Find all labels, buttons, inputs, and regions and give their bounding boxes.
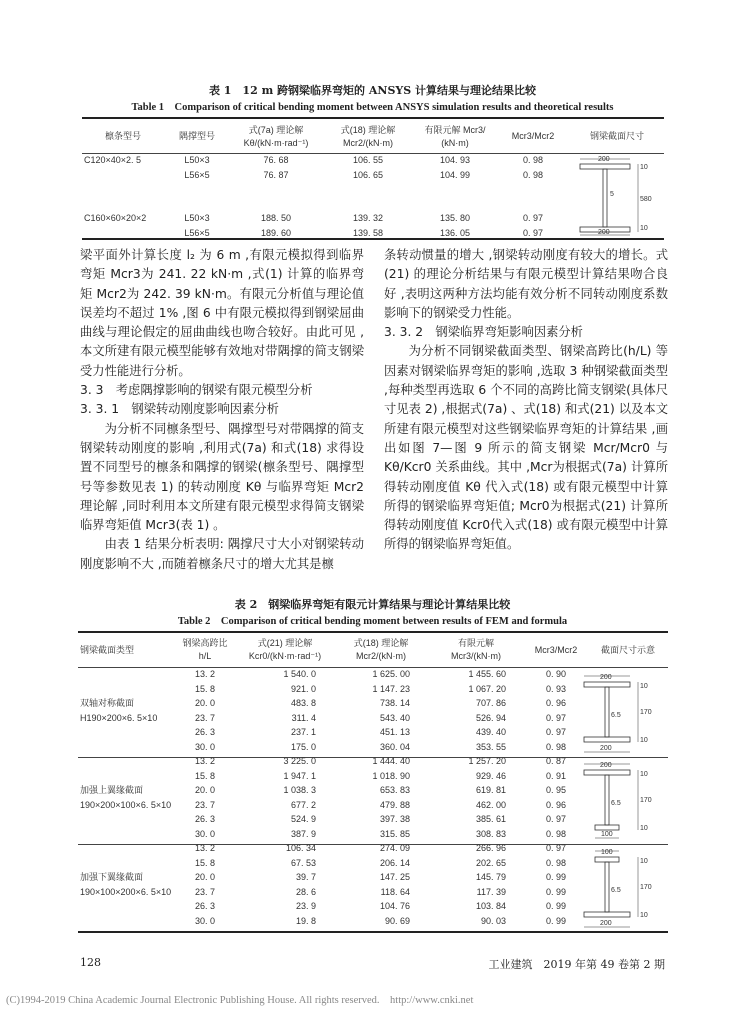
table2-header: Mcr3/Mcr2 <box>534 644 578 655</box>
table2-cell: 653. 83 <box>379 785 410 795</box>
dim-web-thickness: 6.5 <box>611 887 621 894</box>
table2-cell: 387. 9 <box>290 828 316 839</box>
table1-cell: 0. 98 <box>522 169 544 180</box>
table2-section-type <box>78 667 174 682</box>
table2-cell: 23. 7 <box>194 799 216 810</box>
table2-cell: 90. 69 <box>384 915 410 926</box>
table2-cell: 26. 3 <box>194 814 216 824</box>
table2-cell: 524. 9 <box>290 814 316 824</box>
dim-web-thickness: 6.5 <box>611 800 621 807</box>
dim-web-thickness: 5 <box>610 191 614 198</box>
table2-cell: 1 455. 60 <box>468 669 506 679</box>
table1-header: 檩条型号 <box>104 131 141 141</box>
table2-section-type: 双轴对称截面 <box>80 698 135 708</box>
table2-cell: 360. 04 <box>379 741 410 752</box>
table1-cell: 0. 97 <box>522 227 544 238</box>
table2-header: 式(18) 理论解 Mcr2/(kN·m) <box>353 638 409 661</box>
dim-top-width: 200 <box>600 762 612 769</box>
table2-section-type <box>78 754 174 769</box>
section-heading-3-3: 3. 3 考虑隅撑影响的钢梁有限元模型分析 <box>80 383 313 398</box>
dim-bottom-flange: 10 <box>640 737 648 744</box>
table2-cell: 13. 2 <box>194 756 216 766</box>
table1-header: 有限元解 Mcr3/ (kN·m) <box>424 124 486 148</box>
table2-cell: 0. 97 <box>545 814 567 824</box>
table2-section-type: 加强下翼缘截面 <box>80 872 144 882</box>
table2-cell: 20. 0 <box>194 872 216 882</box>
table2-cell: 26. 3 <box>194 727 216 737</box>
table2-cell: 39. 7 <box>295 872 316 882</box>
table2-cell: 0. 90 <box>545 669 567 679</box>
table2-cell: 0. 98 <box>545 741 567 752</box>
table1-cell: 139. 32 <box>352 213 384 223</box>
table1-cell: 188. 50 <box>260 213 292 223</box>
table2-cell: 0. 95 <box>545 785 567 795</box>
table2-cell: 0. 97 <box>545 727 567 737</box>
dim-top-flange: 10 <box>640 858 648 865</box>
table2-cell: 147. 25 <box>379 872 410 882</box>
table2-cell: 1 147. 23 <box>372 683 410 694</box>
table2-cell: 311. 4 <box>291 712 316 723</box>
dim-top-width: 100 <box>601 849 613 856</box>
dim-top-width: 200 <box>600 674 612 681</box>
table1-cell: 135. 80 <box>439 213 471 223</box>
table2-section-type: 190×100×200×6. 5×10 <box>80 886 172 897</box>
table2-cell: 315. 85 <box>379 828 410 839</box>
table2-cell: 921. 0 <box>290 683 316 694</box>
journal-info: 工业建筑 2019 年第 49 卷第 2 期 <box>488 958 665 971</box>
table2-cell: 117. 39 <box>476 886 506 897</box>
table1-cell: 139. 58 <box>352 227 384 238</box>
table2-cell: 15. 8 <box>194 683 216 694</box>
section-heading-3-3-2: 3. 3. 2 钢梁临界弯矩影响因素分析 <box>384 325 583 340</box>
dim-bottom-flange: 10 <box>640 912 648 919</box>
table2-cell: 543. 40 <box>379 712 410 723</box>
table2-cell: 0. 96 <box>545 799 567 810</box>
table1-top-rule <box>82 117 664 119</box>
table2-bottom-rule <box>78 931 668 933</box>
table2-cell: 0. 96 <box>545 698 567 708</box>
table1-cell: 104. 99 <box>439 169 471 180</box>
beam-section-diagram <box>580 847 665 931</box>
table1-cell: 76. 87 <box>263 169 289 180</box>
table2-cell: 13. 2 <box>194 843 216 853</box>
beam-section-diagram <box>574 156 664 236</box>
dim-bottom-width: 200 <box>600 745 612 752</box>
table2-section-type <box>78 914 174 929</box>
table2-cell: 1 540. 0 <box>283 669 316 679</box>
table1-cell: 106. 65 <box>352 169 384 180</box>
beam-section-diagram <box>580 760 665 844</box>
table2-section-type <box>78 812 174 827</box>
table1-cell: 104. 93 <box>439 155 471 165</box>
dim-bottom-flange: 10 <box>640 825 648 832</box>
table2-cell: 0. 99 <box>545 915 567 926</box>
table2-cell: 90. 03 <box>480 915 506 926</box>
table2-cell: 20. 0 <box>194 785 216 795</box>
table2-cell: 1 257. 20 <box>468 756 506 766</box>
table2-cell: 30. 0 <box>194 741 216 752</box>
table2-cell: 3 225. 0 <box>283 756 316 766</box>
table2-cell: 479. 88 <box>379 799 410 810</box>
table2-section-type: H190×200×6. 5×10 <box>80 712 158 723</box>
table2-cell: 0. 91 <box>545 770 567 781</box>
dim-bottom-width: 100 <box>601 831 613 838</box>
left-paragraph-1: 梁平面外计算长度 l₂ 为 6 m ,有限元模拟得到临界弯矩 Mcr3为 241. 22 kN·m ,式(1) 计算的临界弯矩 Mcr2为 242. 39 kN·m。有限元分析值与理论值误差均不超过 1% ,图 6 中有限元模拟得到钢梁屈曲曲线与理论假定的屈曲曲线也吻合较好。由此可见 ,本文所建有限元模型能够有效地对带隅撑的简支钢梁受力性能进行分析。 <box>80 248 364 378</box>
dim-top-width: 200 <box>598 156 610 163</box>
table2-cell: 353. 55 <box>475 741 506 752</box>
table2-cell: 30. 0 <box>194 915 216 926</box>
table2-cell: 202. 65 <box>475 857 506 868</box>
table2-cell: 23. 7 <box>194 886 216 897</box>
table2-cell: 0. 98 <box>545 828 567 839</box>
table2-header: 式(21) 理论解 Kcr0/(kN·m·rad⁻¹) <box>248 638 322 661</box>
table1-cell: C160×60×20×2 <box>84 213 147 223</box>
dim-bottom-flange: 10 <box>640 225 648 232</box>
page-number: 128 <box>80 956 101 969</box>
table2-cell: 1 947. 1 <box>283 770 316 781</box>
table1-cell: 136. 05 <box>439 227 471 238</box>
table2-section-type <box>78 899 174 914</box>
table2-cell: 1 038. 3 <box>283 785 316 795</box>
table1-cell: L50×3 <box>184 213 210 223</box>
table2-section-type <box>78 827 174 842</box>
table2-section-type <box>78 740 174 755</box>
table2-caption-en: Table 2 Comparison of critical bending moment between results of FEM and formula <box>177 616 568 627</box>
dim-top-flange: 10 <box>640 771 648 778</box>
table1-cell: 106. 55 <box>352 155 384 165</box>
right-column <box>384 246 668 555</box>
table2-cell: 20. 0 <box>194 698 216 708</box>
dim-web-height: 170 <box>640 709 652 716</box>
table2-cell: 28. 6 <box>295 886 316 897</box>
table2-cell: 106. 34 <box>285 843 316 853</box>
table2-cell: 1 018. 90 <box>372 770 410 781</box>
table2-cell: 308. 83 <box>475 828 506 839</box>
dim-web-height: 170 <box>640 797 652 804</box>
table2-cell: 0. 97 <box>545 712 567 723</box>
table2-cell: 23. 7 <box>194 712 216 723</box>
table2-cell: 483. 8 <box>290 698 316 708</box>
table2-cell: 619. 81 <box>475 785 506 795</box>
table1-header: 式(18) 理论解 Mcr2/(kN·m) <box>340 124 396 148</box>
table2-header: 钢梁高跨比 h/L <box>182 638 228 661</box>
dim-web-height: 580 <box>640 196 652 203</box>
table2-cell: 145. 79 <box>475 872 506 882</box>
table2-cell: 15. 8 <box>194 770 216 781</box>
table2-cell: 0. 97 <box>545 843 567 853</box>
dim-bottom-width: 200 <box>598 229 610 236</box>
table2-header: 截面尺寸示意 <box>600 644 655 655</box>
dim-bottom-width: 200 <box>600 920 612 927</box>
table1-header: Mcr3/Mcr2 <box>511 131 555 141</box>
dim-web-thickness: 6.5 <box>611 712 621 719</box>
table2-section-type <box>78 841 174 856</box>
table2-section-type <box>78 725 174 740</box>
table2-caption-cn: 表 2 钢梁临界弯矩有限元计算结果与理论计算结果比较 <box>234 598 511 611</box>
table1-bottom-rule <box>82 238 664 240</box>
table2-cell: 451. 13 <box>379 727 410 737</box>
right-paragraph-2: 为分析不同钢梁截面类型、钢梁高跨比(h/L) 等因素对钢梁临界弯矩的影响 ,选取 3 种钢梁截面类型 ,每种类型再选取 6 个不同的高跨比简支钢梁(具体尺寸见表 2) ,根据式(7a) 、式(18) 和式(21) 以及本文所建有限元模型对这些钢梁临界弯矩的计算结果 ,画出如图 7—图 9 所示的简支钢梁 Mcr/Mcr0 与 Kθ/Kcr0 关系曲线。其中 ,Mcr为根据式(7a) 计算所得转动刚度值 Kθ 代入式(18) 或有限元模型中计算所得的钢梁临界弯矩值; Mcr0为根据式(21) 计算所得转动刚度值 Kcr0代入式(18) 或有限元模型中计算所得的钢梁临界弯矩值。 <box>384 344 668 552</box>
table2-cell: 274. 09 <box>379 843 410 853</box>
table2-cell: 206. 14 <box>379 857 410 868</box>
table2-cell: 526. 94 <box>475 712 506 723</box>
table2-cell: 103. 84 <box>475 901 506 911</box>
table2-section-type <box>78 682 174 697</box>
table1-cell: C120×40×2. 5 <box>84 155 142 165</box>
table2-cell: 462. 00 <box>475 799 506 810</box>
table2-cell: 0. 87 <box>545 756 567 766</box>
table2-header: 钢梁截面类型 <box>80 644 135 655</box>
table2-cell: 738. 14 <box>379 698 410 708</box>
table2-cell: 266. 96 <box>475 843 506 853</box>
table2-cell: 1 625. 00 <box>372 669 410 679</box>
table1-header-rule <box>82 153 664 154</box>
table2-cell: 677. 2 <box>290 799 316 810</box>
table2-cell: 30. 0 <box>194 828 216 839</box>
table2-cell: 1 444. 40 <box>372 756 410 766</box>
table2-header: 有限元解 Mcr3/(kN·m) <box>451 638 501 661</box>
left-paragraph-3: 由表 1 结果分析表明: 隅撑尺寸大小对钢梁转动刚度影响不大 ,而随着檩条尺寸的增大尤其是檩 <box>80 537 364 571</box>
table1-header: 式(7a) 理论解 Kθ/(kN·m·rad⁻¹) <box>243 124 309 148</box>
section-heading-3-3-1: 3. 3. 1 钢梁转动刚度影响因素分析 <box>80 402 279 417</box>
left-paragraph-2: 为分析不同檩条型号、隅撑型号对带隅撑的简支钢梁转动刚度的影响 ,利用式(7a) 和式(18) 求得设置不同型号的檩条和隅撑的钢梁(檩条型号、隅撑型号等参数见表 1) 的转动刚度 Kθ 与临界弯矩 Mcr2理论解 ,同时利用本文所建有限元模型求得简支钢梁临界弯矩值 Mcr3(表 1) 。 <box>80 421 364 533</box>
table2-section-type: 加强上翼缘截面 <box>80 785 144 795</box>
table1-cell: L56×5 <box>184 169 210 180</box>
table2-cell: 15. 8 <box>194 857 216 868</box>
table2-cell: 439. 40 <box>475 727 506 737</box>
table2-cell: 118. 64 <box>380 886 410 897</box>
dim-top-flange: 10 <box>640 164 648 171</box>
table2-cell: 175. 0 <box>290 741 316 752</box>
table2-cell: 67. 53 <box>290 857 316 868</box>
table2-cell: 0. 93 <box>545 683 567 694</box>
table1-caption-cn: 表 1 12 m 跨钢梁临界弯矩的 ANSYS 计算结果与理论结果比较 <box>208 84 537 97</box>
table1-cell: L50×3 <box>184 155 210 165</box>
table2-cell: 0. 98 <box>545 857 567 868</box>
table1-cell: 189. 60 <box>260 227 292 238</box>
dim-web-height: 170 <box>640 884 652 891</box>
table2-section-type: 190×200×100×6. 5×10 <box>80 799 172 810</box>
table1-cell: L56×5 <box>184 227 210 238</box>
table1-header: 钢梁截面尺寸 <box>589 131 644 141</box>
table2-cell: 23. 9 <box>295 901 316 911</box>
table2-cell: 0. 99 <box>545 886 567 897</box>
table2-cell: 0. 99 <box>545 872 567 882</box>
table2-cell: 26. 3 <box>194 901 216 911</box>
table2-cell: 397. 38 <box>379 814 410 824</box>
table2-cell: 929. 46 <box>475 770 506 781</box>
table2-cell: 19. 8 <box>295 915 316 926</box>
copyright-notice: (C)1994-2019 China Academic Journal Electronic Publishing House. All rights reserved. http://www.cnki.net <box>6 995 474 1006</box>
beam-section-diagram <box>580 672 665 756</box>
table2-cell: 104. 76 <box>379 901 410 911</box>
table2-cell: 237. 1 <box>290 727 316 737</box>
table2-cell: 13. 2 <box>194 669 216 679</box>
table1-header: 隅撑型号 <box>178 131 215 141</box>
table2-cell: 1 067. 20 <box>468 683 506 694</box>
table1-cell <box>82 168 164 183</box>
left-column <box>80 246 364 574</box>
table2-cell: 707. 86 <box>475 698 506 708</box>
table2-cell: 385. 61 <box>475 814 506 824</box>
table1-cell: 76. 68 <box>263 155 289 165</box>
table2-section-type <box>78 856 174 871</box>
table2-cell: 0. 99 <box>545 901 567 911</box>
table1-cell: 0. 97 <box>522 213 544 223</box>
table2-section-type <box>78 769 174 784</box>
table1-caption-en: Table 1 Comparison of critical bending moment between ANSYS simulation results and theoretical results <box>131 102 614 113</box>
dim-top-flange: 10 <box>640 683 648 690</box>
table1-cell: 0. 98 <box>522 155 544 165</box>
right-paragraph-1: 条转动惯量的增大 ,钢梁转动刚度有较大的增长。式(21) 的理论分析结果与有限元模型计算结果吻合良好 ,表明这两种方法均能有效分析不同转动刚度系数影响下的钢梁受力性能。 <box>384 248 668 320</box>
